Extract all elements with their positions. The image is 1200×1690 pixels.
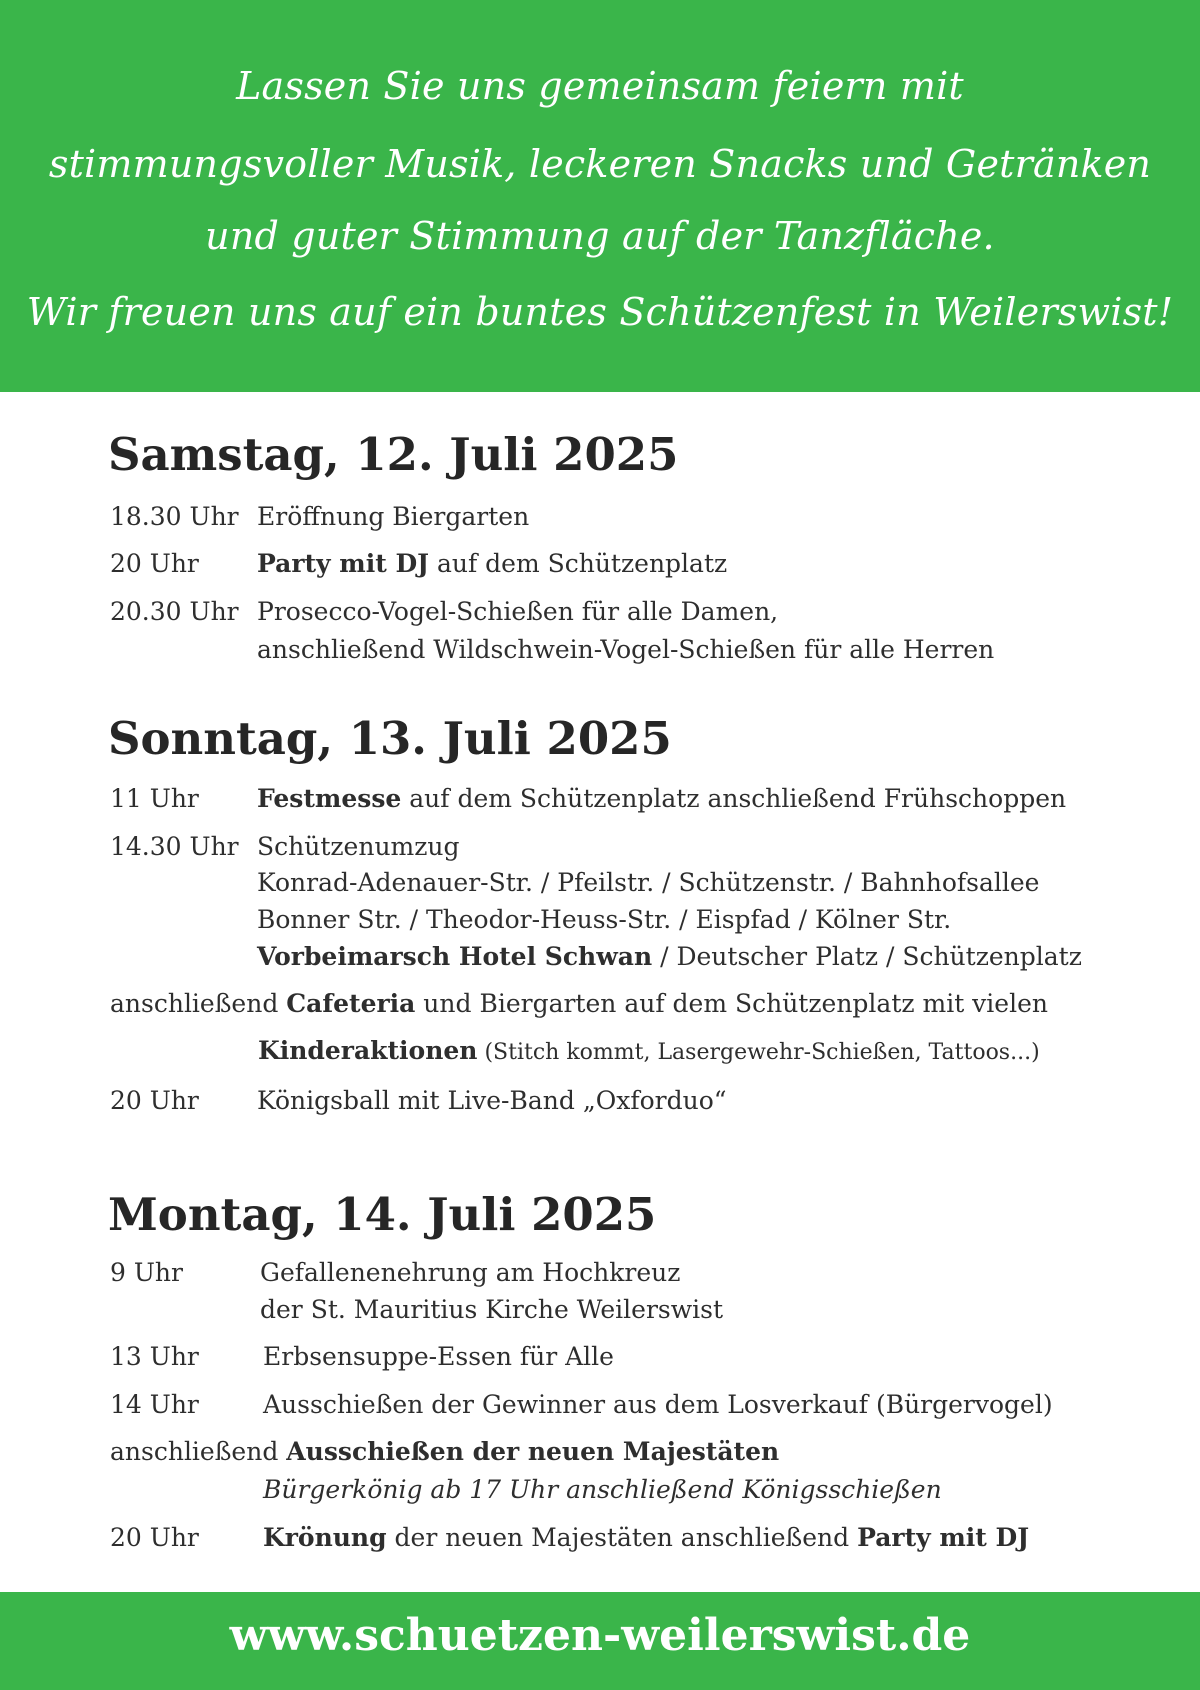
event-text: Erbsensuppe-Essen für Alle — [263, 1342, 614, 1371]
event-text — [257, 939, 1082, 975]
event-text — [257, 781, 1066, 817]
event-text: Bonner Str. / Theodor-Heuss-Str. / Eispfad / Kölner Str. — [257, 905, 952, 934]
event-time: 14.30 Uhr — [110, 832, 239, 861]
event-highlight: Party mit DJ — [857, 1523, 1030, 1552]
event-text-pre: anschließend — [110, 1437, 287, 1466]
footer-banner — [0, 1592, 1200, 1690]
header-line-3: und guter Stimmung auf der Tanzfläche. — [205, 214, 995, 258]
event-text — [110, 1434, 779, 1470]
event-text-rest: und Biergarten auf dem Schützenplatz mit vielen — [415, 989, 1048, 1018]
event-text: Königsball mit Live-Band „Oxforduo“ — [257, 1086, 727, 1115]
event-highlight: Vorbeimarsch Hotel Schwan — [257, 942, 653, 971]
event-text: anschließend Wildschwein-Vogel-Schießen für alle Herren — [257, 635, 995, 664]
event-highlight: Krönung — [263, 1523, 387, 1552]
event-time: 20.30 Uhr — [110, 597, 239, 626]
event-text: Schützenumzug — [257, 832, 460, 861]
day-title-sunday: Sonntag, 13. Juli 2025 — [108, 712, 672, 765]
event-highlight: Ausschießen der neuen Majestäten — [286, 1437, 780, 1466]
event-text-rest: auf dem Schützenplatz — [429, 549, 728, 578]
event-time: 11 Uhr — [110, 784, 199, 813]
event-time: 20 Uhr — [110, 1523, 199, 1552]
event-text-rest: auf dem Schützenplatz anschließend Frühschoppen — [401, 784, 1067, 813]
event-highlight: Cafeteria — [286, 989, 416, 1018]
event-text: Gefallenenehrung am Hochkreuz — [260, 1258, 681, 1287]
event-text: der St. Mauritius Kirche Weilerswist — [260, 1295, 723, 1324]
event-highlight: Kinderaktionen — [258, 1036, 478, 1065]
event-time: 9 Uhr — [110, 1258, 183, 1287]
event-note: Bürgerkönig ab 17 Uhr anschließend Königsschießen — [263, 1475, 942, 1504]
day-title-monday: Montag, 14. Juli 2025 — [108, 1188, 657, 1241]
event-text — [257, 546, 727, 582]
event-text: Prosecco-Vogel-Schießen für alle Damen, — [257, 597, 779, 626]
header-line-4: Wir freuen uns auf ein buntes Schützenfest in Weilerswist! — [26, 290, 1174, 334]
event-text — [110, 986, 1048, 1022]
day-title-saturday: Samstag, 12. Juli 2025 — [108, 428, 679, 481]
header-banner — [0, 0, 1200, 392]
event-highlight: Festmesse — [257, 784, 402, 813]
event-highlight: Party mit DJ — [257, 549, 429, 578]
event-text-rest: (Stitch kommt, Lasergewehr-Schießen, Tattoos...) — [477, 1040, 1040, 1065]
event-time: 20 Uhr — [110, 1086, 199, 1115]
event-text-rest: / Deutscher Platz / Schützenplatz — [652, 942, 1082, 971]
event-time: 18.30 Uhr — [110, 502, 239, 531]
header-line-2: stimmungsvoller Musik, leckeren Snacks und Getränken — [48, 142, 1152, 186]
event-time: 13 Uhr — [110, 1342, 199, 1371]
event-text — [258, 1033, 1040, 1071]
event-text-rest: der neuen Majestäten anschließend — [386, 1523, 858, 1552]
event-time: 14 Uhr — [110, 1390, 199, 1419]
event-text: Konrad-Adenauer-Str. / Pfeilstr. / Schützenstr. / Bahnhofsallee — [257, 868, 1040, 897]
event-text: Eröffnung Biergarten — [257, 502, 530, 531]
website-link[interactable]: www.schuetzen-weilerswist.de — [229, 1610, 971, 1661]
event-text — [263, 1520, 1029, 1556]
event-text: Ausschießen der Gewinner aus dem Losverkauf (Bürgervogel) — [263, 1390, 1053, 1419]
event-text-pre: anschließend — [110, 989, 287, 1018]
event-time: 20 Uhr — [110, 549, 199, 578]
header-line-1: Lassen Sie uns gemeinsam feiern mit — [236, 64, 964, 108]
